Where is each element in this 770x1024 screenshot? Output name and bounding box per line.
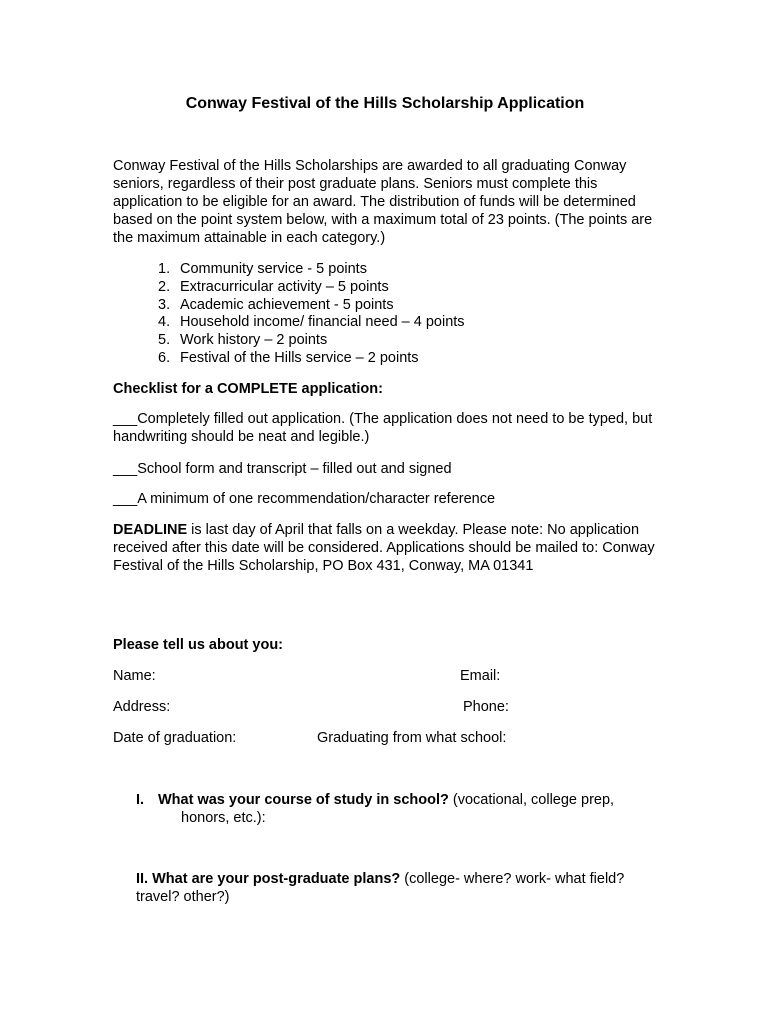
checklist-item-reference: ___A minimum of one recommendation/character reference [113,491,496,507]
question-text: II. What are your post-graduate plans? [136,871,401,887]
deadline-label: DEADLINE [113,522,188,538]
list-item: 2. Extracurricular activity – 5 points [158,278,389,295]
phone-label: Phone: [463,699,509,715]
page-title: Conway Festival of the Hills Scholarship Application [185,95,585,112]
intro-paragraph: Conway Festival of the Hills Scholarships are awarded to all graduating Conway seniors, regardless of their post graduate plans. Seniors must complete this application to be eligible for an award. The distribution of funds will be determined based on the point system below, with a maximum total of 23 points. (The points are the maximum attainable in each category.) [113,158,653,246]
deadline-paragraph [113,521,658,575]
list-item: 6. Festival of the Hills service – 2 points [158,349,419,366]
checklist-item-application: ___Completely filled out application. (The application does not need to be typed, but handwriting should be neat and legible.) [113,411,653,445]
email-label: Email: [460,668,501,684]
graduation-date-label: Date of graduation: [113,730,237,746]
question-course-of-study [136,791,646,827]
list-item: 1. Community service - 5 points [158,261,367,277]
address-label: Address: [113,699,171,715]
question-number: I. [136,792,145,808]
about-you-heading: Please tell us about you: [113,637,284,653]
name-label: Name: [113,668,156,684]
list-item: 3. Academic achievement - 5 points [158,296,394,313]
deadline-text: is last day of April that falls on a weekday. Please note: No application received after this date will be considered. Applications should be mailed to: Conway Festival of the Hills Scholarship, PO Box 431, Conway, MA 01341 [113,522,655,574]
point-system-list [158,260,465,367]
list-item: 4. Household income/ financial need – 4 points [158,314,465,331]
checklist-heading: Checklist for a COMPLETE application: [113,381,383,397]
question-hint-continued: honors, etc.): [181,810,266,826]
question-text: What was your course of study in school? [158,792,449,808]
question-hint: (vocational, college prep, [448,792,615,808]
question-post-graduate-plans [136,870,656,906]
question-hint: (college- where? work- what field? travel? other?) [136,871,625,905]
list-item: 5. Work history – 2 points [158,332,328,349]
checklist-item-transcript: ___School form and transcript – filled out and signed [113,461,452,477]
school-label: Graduating from what school: [317,730,507,746]
